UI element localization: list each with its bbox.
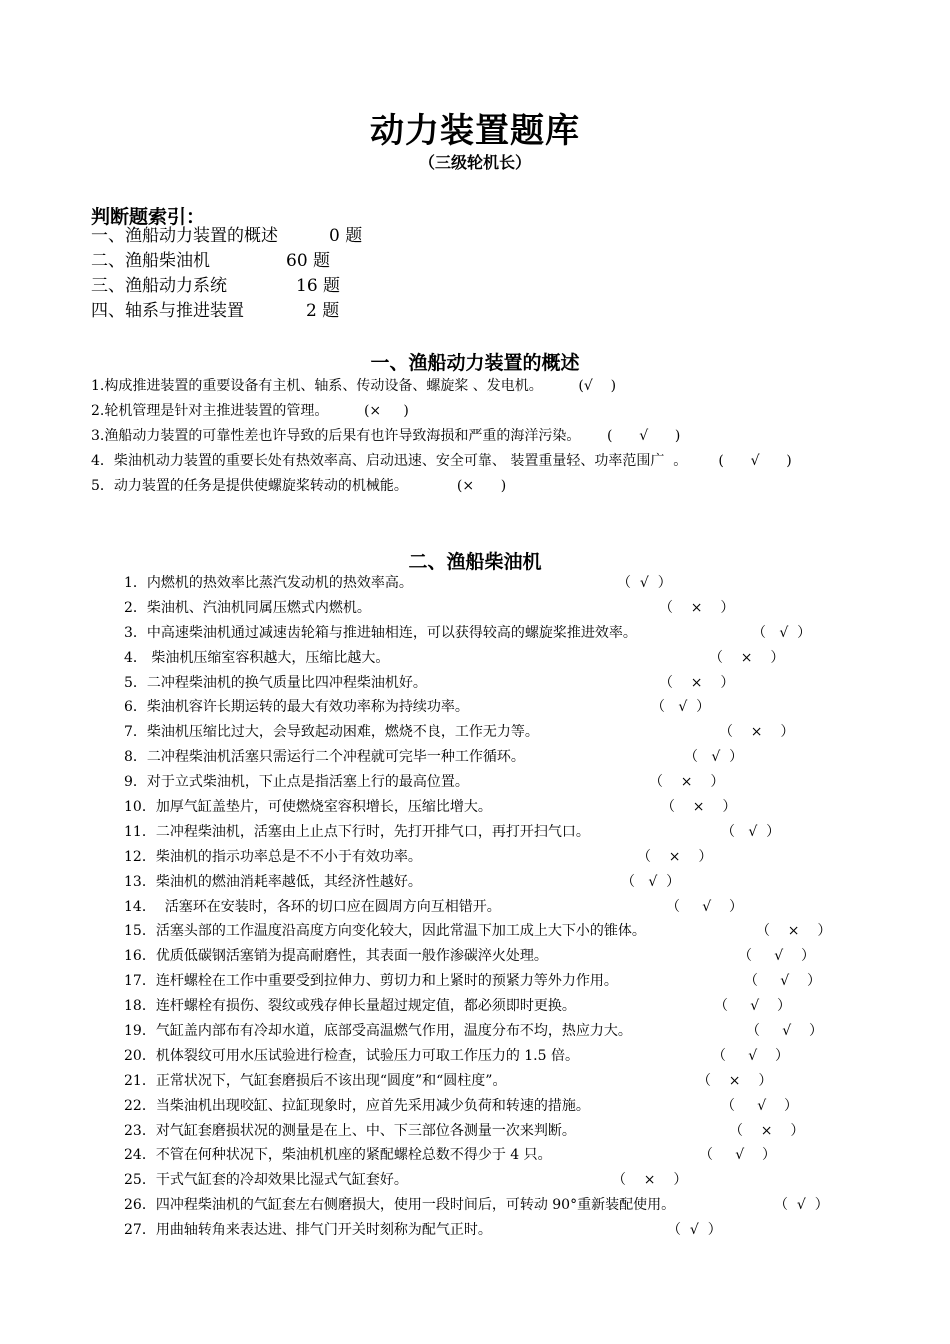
- question-text: 当柴油机出现咬缸、拉缸现象时，应首先采用减少负荷和转速的措施。: [155, 1097, 590, 1114]
- question-number: 20．: [124, 1047, 156, 1064]
- question-item: [124, 1044, 844, 1069]
- question-number: 15．: [124, 923, 156, 940]
- index-label: 一、渔船动力装置的概述: [91, 226, 278, 246]
- question-text: 优质低碳钢活塞销为提高耐磨性，其表面一般作渗碳淬火处理。: [155, 948, 548, 965]
- question-number: 19．: [124, 1023, 156, 1040]
- index-count: 16 题: [296, 276, 341, 296]
- question-number: 27．: [124, 1222, 156, 1239]
- question-number: 22．: [124, 1097, 156, 1114]
- question-item: [124, 770, 844, 795]
- question-number: 5．: [124, 674, 147, 691]
- index-row: [91, 274, 391, 299]
- answer-mark: （ √ ）: [699, 1147, 776, 1164]
- question-item: [124, 795, 844, 820]
- answer-mark: （ × ）: [729, 1122, 805, 1139]
- question-number: 14．: [124, 898, 156, 915]
- question-text: 柴油机压缩室容积越大，压缩比越大。: [146, 649, 390, 666]
- section-2-title: 二、渔船柴油机: [408, 551, 542, 573]
- question-text: 正常状况下，气缸套磨损后不该出现“圆度”和“圆柱度”。: [155, 1072, 507, 1089]
- question-text: 用曲轴转角来表达进、排气门开关时刻称为配气正时。: [155, 1222, 492, 1239]
- question-text: 内燃机的热效率比蒸汽发动机的热效率高。: [146, 575, 413, 591]
- question-text: 柴油机的指示功率总是不不小于有效功率。: [155, 848, 422, 865]
- question-item: [124, 1019, 844, 1044]
- question-item: [124, 994, 844, 1019]
- index-count: 0 题: [329, 226, 363, 246]
- answer-mark: （ √ ）: [684, 749, 744, 766]
- question-text: 不管在何种状况下，柴油机机座的紧配螺栓总数不得少于 4 只。: [155, 1147, 552, 1164]
- page-title: 动力装置题库: [370, 111, 580, 151]
- question-item: [124, 646, 844, 671]
- answer-mark: （ × ）: [709, 649, 785, 666]
- question-number: 21．: [124, 1072, 156, 1089]
- answer-mark: （ × ）: [649, 774, 725, 791]
- answer-mark: （ × ）: [612, 1172, 688, 1189]
- question-text: 干式气缸套的冷却效果比湿式气缸套好。: [155, 1172, 408, 1189]
- question-number: 7．: [124, 724, 147, 741]
- question-number: 16．: [124, 948, 156, 965]
- question-text: 机体裂纹可用水压试验进行检查，试验压力可取工作压力的 1.5 倍。: [155, 1047, 579, 1064]
- question-number: 18．: [124, 998, 156, 1015]
- question-text: 连杆螺栓在工作中重要受到拉伸力、剪切力和上紧时的预紧力等外力作用。: [155, 973, 618, 990]
- question-text: 柴油机压缩比过大，会导致起动困难，燃烧不良，工作无力等。: [146, 724, 539, 741]
- question-number: 1．: [124, 575, 147, 591]
- answer-mark: （ × ）: [659, 599, 735, 616]
- question-item: [124, 1193, 844, 1218]
- question-item: 1.构成推进装置的重要设备有主机、轴系、传动设备、螺旋桨 、发电机。 (√ ): [91, 378, 617, 394]
- question-item: [124, 1119, 844, 1144]
- index-label: 四、轴系与推进装置: [91, 301, 244, 321]
- question-text: 活塞头部的工作温度沿高度方向变化较大，因此常温下加工成上大下小的锥体。: [155, 923, 646, 940]
- answer-mark: （ √ ）: [738, 948, 815, 965]
- question-number: 26．: [124, 1197, 156, 1214]
- page-subtitle: （三级轮机长）: [418, 153, 531, 172]
- question-item: [124, 745, 844, 770]
- answer-mark: （ √ ）: [651, 699, 711, 716]
- question-number: 24．: [124, 1147, 156, 1164]
- question-text: 柴油机容许长期运转的最大有效功率称为持续功率。: [146, 699, 469, 716]
- question-item: [124, 596, 844, 621]
- answer-mark: （ √ ）: [712, 1047, 789, 1064]
- question-number: 4．: [124, 649, 147, 666]
- question-item: [124, 1143, 844, 1168]
- question-item: [124, 845, 844, 870]
- question-item: [124, 820, 844, 845]
- answer-mark: （ × ）: [659, 674, 735, 691]
- question-text: 连杆螺栓有损伤、裂纹或残存伸长量超过规定值，都必须即时更换。: [155, 998, 576, 1015]
- answer-mark: （ √ ）: [774, 1197, 829, 1214]
- question-item: [124, 969, 844, 994]
- question-item: [124, 621, 844, 646]
- question-text: 柴油机的燃油消耗率越低，其经济性越好。: [155, 873, 422, 890]
- question-number: 8．: [124, 749, 147, 766]
- question-item: [124, 1094, 844, 1119]
- index-list: [91, 224, 391, 324]
- question-text: 二冲程柴油机，活塞由上止点下行时，先打开排气口，再打开扫气口。: [155, 823, 590, 840]
- answer-mark: （ × ）: [661, 799, 737, 816]
- section-1-questions: [91, 374, 851, 499]
- answer-mark: （ √ ）: [666, 898, 743, 915]
- index-label: 三、渔船动力系统: [91, 276, 227, 296]
- question-text: 二冲程柴油机活塞只需运行二个冲程就可完毕一种工作循环。: [146, 749, 525, 766]
- question-text: 活塞环在安装时，各环的切口应在圆周方向互相错开。: [155, 898, 501, 915]
- question-number: 10．: [124, 799, 156, 816]
- section-1-title: 一、渔船动力装置的概述: [370, 352, 580, 374]
- index-row: [91, 224, 391, 249]
- answer-mark: （ √ ）: [744, 973, 821, 990]
- index-row: [91, 299, 391, 324]
- section-2-questions: [124, 571, 844, 1243]
- question-text: 中高速柴油机通过减速齿轮箱与推进轴相连，可以获得较高的螺旋桨推进效率。: [146, 624, 637, 641]
- question-number: 2．: [124, 599, 147, 616]
- question-item: 5．动力装置的任务是提供使螺旋桨转动的机械能。 (× ): [91, 478, 507, 494]
- question-item: [124, 1168, 844, 1193]
- question-item: [124, 870, 844, 895]
- answer-mark: （ × ）: [637, 848, 713, 865]
- answer-mark: （ √ ）: [746, 1023, 823, 1040]
- question-item: 2.轮机管理是针对主推进装置的管理。 (× ): [91, 403, 409, 419]
- question-item: [124, 944, 844, 969]
- answer-mark: （ √ ）: [667, 1222, 722, 1239]
- question-item: [124, 571, 844, 596]
- answer-mark: （ × ）: [719, 724, 795, 741]
- question-item: [124, 919, 844, 944]
- index-count: 2 题: [306, 301, 340, 321]
- question-text: 对于立式柴油机，下止点是指活塞上行的最高位置。: [146, 774, 469, 791]
- question-text: 二冲程柴油机的换气质量比四冲程柴油机好。: [146, 674, 427, 691]
- answer-mark: （ × ）: [756, 923, 832, 940]
- index-row: [91, 249, 391, 274]
- question-item: 4．柴油机动力装置的重要长处有热效率高、启动迅速、安全可靠、 装置重量轻、功率范围广 。 ( √ ): [91, 453, 792, 469]
- question-text: 四冲程柴油机的气缸套左右侧磨损大，使用一段时间后，可转动 90°重新装配使用。: [155, 1197, 676, 1214]
- question-item: [124, 720, 844, 745]
- answer-mark: （ √ ）: [617, 575, 672, 591]
- index-count: 60 题: [286, 251, 331, 271]
- question-number: 3．: [124, 624, 147, 641]
- question-item: [124, 671, 844, 696]
- question-text: 气缸盖内部布有冷却水道，底部受高温燃气作用，温度分布不均，热应力大。: [155, 1023, 632, 1040]
- answer-mark: （ √ ）: [714, 998, 791, 1015]
- question-number: 13．: [124, 873, 156, 890]
- question-item: [124, 1069, 844, 1094]
- question-number: 9．: [124, 774, 147, 791]
- question-item: [124, 895, 844, 920]
- question-item: [124, 695, 844, 720]
- index-label: 二、渔船柴油机: [91, 251, 210, 271]
- question-number: 25．: [124, 1172, 156, 1189]
- answer-mark: （ × ）: [697, 1072, 773, 1089]
- question-text: 对气缸套磨损状况的测量是在上、中、下三部位各测量一次来判断。: [155, 1122, 576, 1139]
- question-number: 11．: [124, 823, 156, 840]
- answer-mark: （ √ ）: [721, 1097, 798, 1114]
- question-number: 6．: [124, 699, 147, 716]
- question-item: [124, 1218, 844, 1243]
- answer-mark: （ √ ）: [752, 624, 812, 641]
- question-number: 17．: [124, 973, 156, 990]
- question-number: 12．: [124, 848, 156, 865]
- answer-mark: （ √ ）: [621, 873, 681, 890]
- question-item: 3.渔船动力装置的可靠性差也许导致的后果有也许导致海损和严重的海洋污染。 ( √ ): [91, 428, 681, 444]
- index-heading: 判断题索引：: [91, 206, 206, 228]
- question-text: 柴油机、汽油机同属压燃式内燃机。: [146, 599, 371, 616]
- answer-mark: （ √ ）: [721, 823, 781, 840]
- question-number: 23．: [124, 1122, 156, 1139]
- question-text: 加厚气缸盖垫片，可使燃烧室容积增长，压缩比增大。: [155, 799, 492, 816]
